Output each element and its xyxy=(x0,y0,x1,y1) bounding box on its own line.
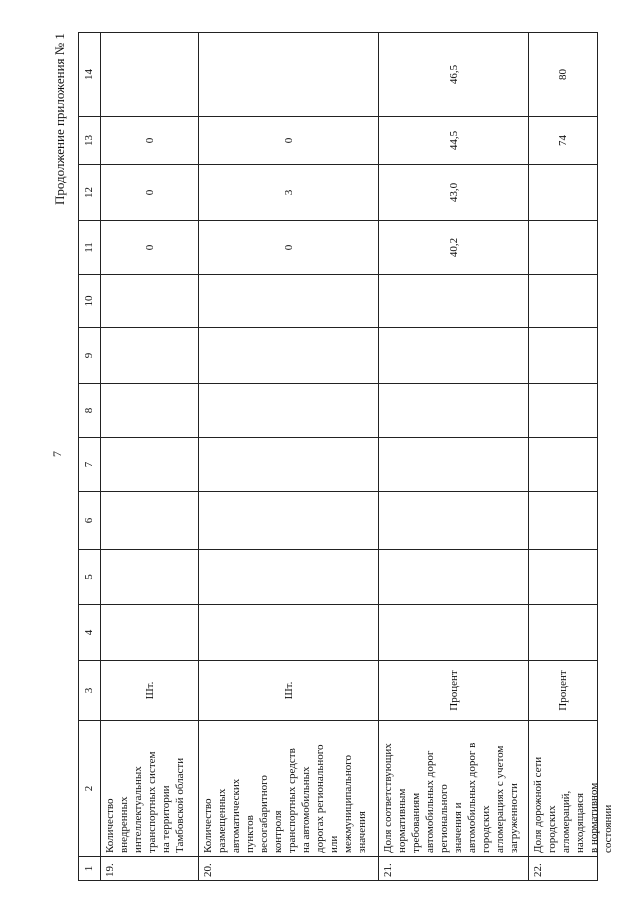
value-cell xyxy=(100,438,198,492)
value-cell xyxy=(198,550,378,605)
value-cell xyxy=(528,384,598,438)
value-cell xyxy=(528,492,598,550)
header-cell: 13 xyxy=(78,117,100,165)
value-cell xyxy=(198,275,378,328)
row-number: 19. xyxy=(100,857,198,881)
value-cell: 0 xyxy=(100,165,198,221)
table-row xyxy=(378,32,528,881)
value-cell: 80 xyxy=(528,32,598,117)
header-cell: 5 xyxy=(78,550,100,605)
header-cell: 7 xyxy=(78,438,100,492)
value-cell xyxy=(100,492,198,550)
value-cell xyxy=(100,275,198,328)
table-row xyxy=(100,32,198,881)
value-cell xyxy=(528,328,598,384)
value-cell xyxy=(378,550,528,605)
value-cell xyxy=(198,605,378,661)
appendix-continuation-title: Продолжение приложения № 1 xyxy=(52,33,67,205)
row-number: 21. xyxy=(378,857,528,881)
value-cell xyxy=(528,550,598,605)
value-cell xyxy=(528,605,598,661)
value-cell: 44,5 xyxy=(378,117,528,165)
value-cell xyxy=(198,438,378,492)
value-cell xyxy=(378,492,528,550)
value-cell xyxy=(378,328,528,384)
value-cell xyxy=(198,384,378,438)
value-cell xyxy=(100,550,198,605)
row-number: 20. xyxy=(198,857,378,881)
header-cell: 11 xyxy=(78,221,100,275)
table-header-row xyxy=(78,32,100,881)
value-cell xyxy=(378,384,528,438)
value-cell: 40,2 xyxy=(378,221,528,275)
value-cell: 0 xyxy=(100,221,198,275)
table-row xyxy=(528,32,614,881)
value-cell: 43,0 xyxy=(378,165,528,221)
indicator-name: Доля дорожной сети городских агломераций, находящаяся в нормативном состоянии xyxy=(528,721,598,857)
unit-cell: Шт. xyxy=(198,661,378,721)
value-cell xyxy=(100,328,198,384)
indicator-name: Доля соответствующих нормативным требованиям автомобильных дорог регионального значения и автомобильных дорог в городских агломерациях с учетом загруженности xyxy=(378,721,528,857)
value-cell xyxy=(198,32,378,117)
indicators-table xyxy=(78,32,614,881)
value-cell xyxy=(378,438,528,492)
value-cell: 0 xyxy=(100,117,198,165)
header-cell: 6 xyxy=(78,492,100,550)
header-cell: 14 xyxy=(78,32,100,117)
unit-cell: Шт. xyxy=(100,661,198,721)
value-cell: 0 xyxy=(198,117,378,165)
value-cell xyxy=(198,328,378,384)
value-cell xyxy=(378,275,528,328)
page-number: 7 xyxy=(50,451,64,457)
table-row xyxy=(198,32,378,881)
row-number: 22. xyxy=(528,857,598,881)
header-cell: 8 xyxy=(78,384,100,438)
header-cell: 12 xyxy=(78,165,100,221)
header-cell: 1 xyxy=(78,857,100,881)
value-cell xyxy=(198,492,378,550)
value-cell xyxy=(100,32,198,117)
header-cell: 4 xyxy=(78,605,100,661)
header-cell: 10 xyxy=(78,275,100,328)
value-cell: 74 xyxy=(528,117,598,165)
header-cell: 9 xyxy=(78,328,100,384)
value-cell xyxy=(100,384,198,438)
indicator-name: Количество внедренных интеллектуальных транспортных систем на территории Тамбовской области xyxy=(100,721,198,857)
value-cell xyxy=(528,165,598,221)
value-cell: 0 xyxy=(198,221,378,275)
value-cell xyxy=(528,438,598,492)
value-cell xyxy=(528,275,598,328)
indicator-name: Количество размещенных автоматических пунктов весогабаритного контроля транспортных средств на автомобильных дорогах регионального или межмуниципального значения xyxy=(198,721,378,857)
value-cell xyxy=(528,221,598,275)
value-cell: 3 xyxy=(198,165,378,221)
value-cell xyxy=(100,605,198,661)
value-cell: 46,5 xyxy=(378,32,528,117)
header-cell: 3 xyxy=(78,661,100,721)
unit-cell: Процент xyxy=(528,661,598,721)
value-cell xyxy=(378,605,528,661)
header-cell: 2 xyxy=(78,721,100,857)
unit-cell: Процент xyxy=(378,661,528,721)
